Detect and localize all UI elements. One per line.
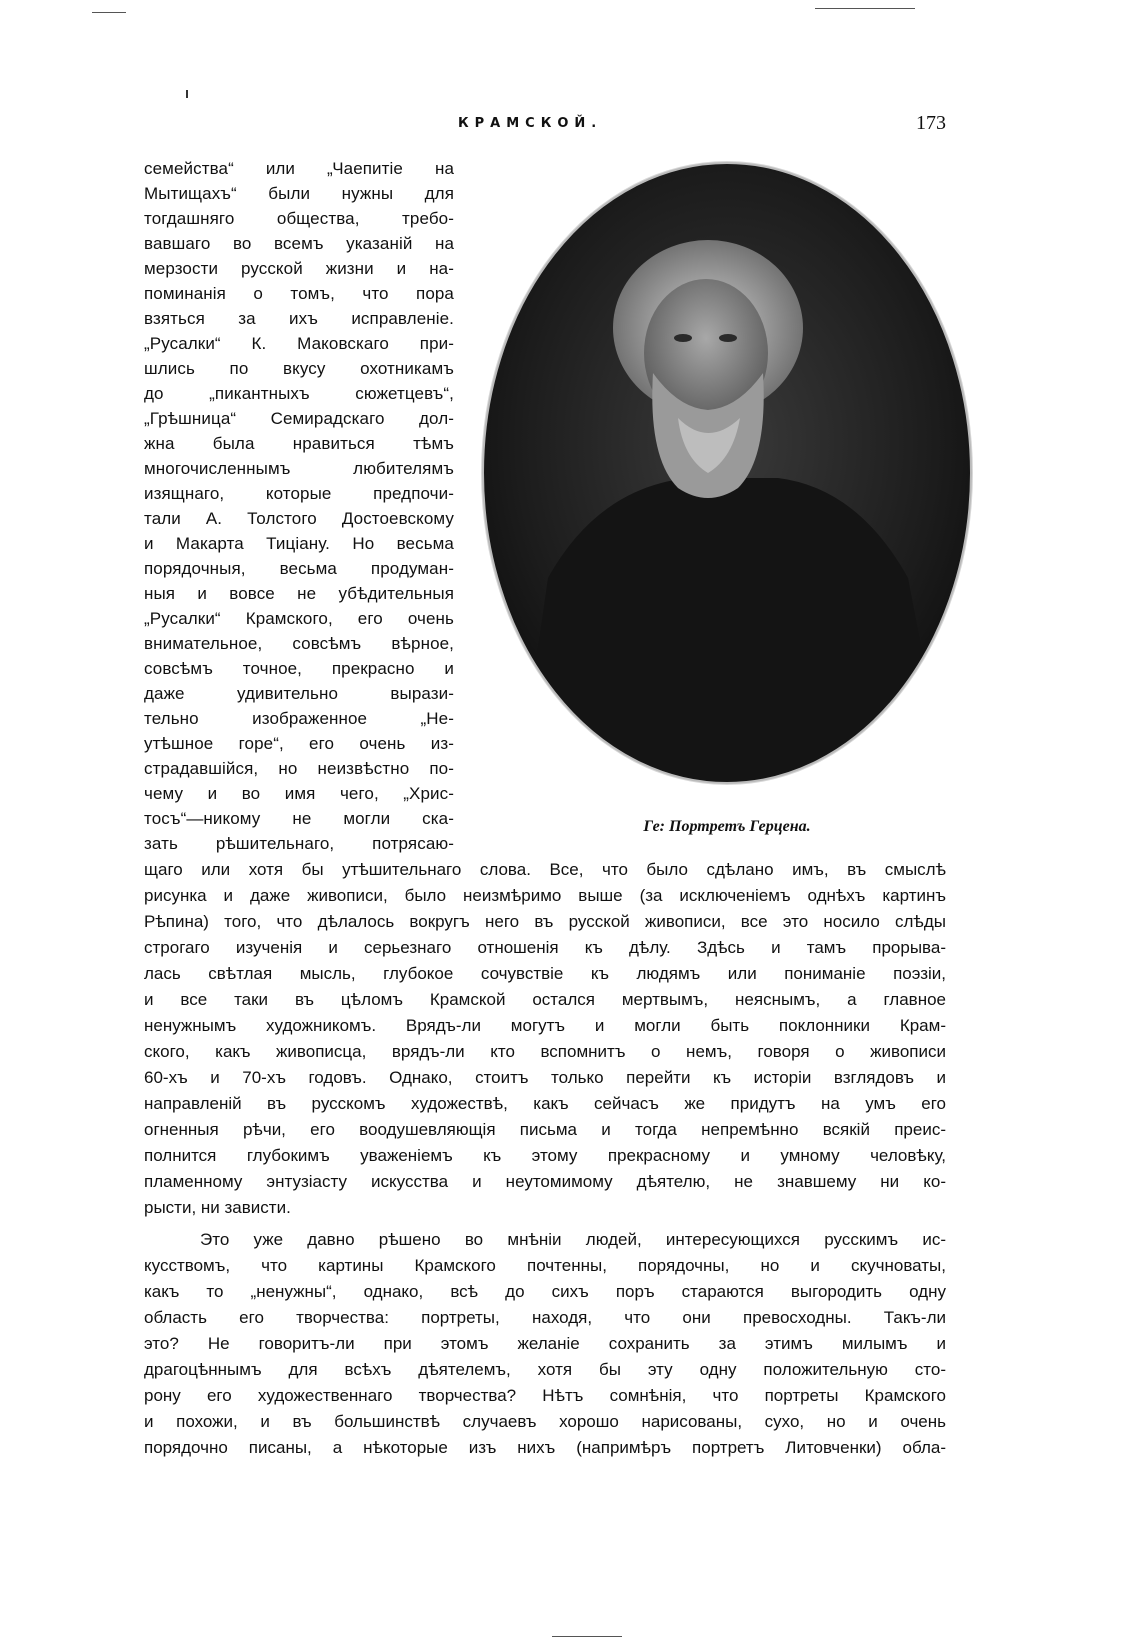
column-line: тогдашняго общества, требо- [144,209,454,228]
body-line: драгоцѣннымъ для всѣхъ дѣятелемъ, хотя бы эту одну положительную сто- [144,1360,946,1379]
body-line: 60-хъ и 70-хъ годовъ. Однако, стоитъ только перейти къ исторіи взглядовъ и [144,1068,946,1087]
body-line: лась свѣтлая мысль, глубокое сочувствіе къ людямъ или пониманіе поэзіи, [144,964,946,983]
column-line: мерзости русской жизни и на- [144,259,454,278]
column-line: шлись по вкусу охотникамъ [144,359,454,378]
column-line: тали А. Толстого Достоевскому [144,509,454,528]
body-line: и похожи, и въ большинствѣ случаевъ хорошо нарисованы, сухо, но и очень [144,1412,946,1431]
bottom-rule [552,1636,622,1637]
portrait-image [478,158,976,788]
body-line: порядочно писаны, а нѣкоторые изъ нихъ (напримѣръ портретъ Литовченки) обла- [144,1438,946,1457]
body-line: ненужнымъ художникомъ. Врядъ-ли могутъ и могли быть поклонники Крам- [144,1016,946,1035]
top-rule-left [92,12,126,13]
body-line: рысти, ни зависти. [144,1198,291,1217]
page-number: 173 [916,112,946,134]
body-line: Это уже давно рѣшено во мнѣніи людей, интересующихся русскимъ ис- [200,1230,946,1249]
column-line: „Русалки“ Крамского, его очень [144,609,454,628]
column-line: до „пикантныхъ сюжетцевъ“, [144,384,454,403]
column-line: взяться за ихъ исправленіе. [144,309,454,328]
column-line: зать рѣшительнаго, потрясаю- [144,834,454,853]
column-line: чему и во имя чего, „Хрис- [144,784,454,803]
column-line: Мытищахъ“ были нужны для [144,184,454,203]
column-line: и Макарта Тиціану. Но весьма [144,534,454,553]
running-head: КРАМСКОЙ. [458,116,603,131]
body-line: щаго или хотя бы утѣшительнаго слова. Все, что было сдѣлано имъ, въ смыслѣ [144,860,946,879]
body-line: область его творчества: портреты, находя, что они превосходны. Такъ-ли [144,1308,946,1327]
body-line: рону его художественнаго творчества? Нѣтъ сомнѣнія, что портреты Крамского [144,1386,946,1405]
body-line: кусствомъ, что картины Крамского почтенны, порядочны, но и скучноваты, [144,1256,946,1275]
body-line: строгаго изученія и серьезнаго отношенія къ дѣлу. Здѣсь и тамъ прорыва- [144,938,946,957]
figure-caption: Ге: Портретъ Герцена. [643,818,811,835]
portrait-figure [478,158,976,788]
column-line: страдавшійся, но неизвѣстно по- [144,759,454,778]
body-line: и все таки въ цѣломъ Крамской остался мертвымъ, неяснымъ, а главное [144,990,946,1009]
column-line: многочисленнымъ любителямъ [144,459,454,478]
body-line: ского, какъ живописца, врядъ-ли кто вспомнитъ о немъ, говоря о живописи [144,1042,946,1061]
body-line: Рѣпина) того, что дѣлалось вокругъ него въ русской живописи, все это носило слѣды [144,912,946,931]
body-line: полнится глубокимъ уваженіемъ къ этому прекрасному и умному человѣку, [144,1146,946,1165]
margin-mark [186,90,188,98]
column-line: поминанія о томъ, что пора [144,284,454,303]
body-line: направленій въ русскомъ художествѣ, какъ сейчасъ же придутъ на умъ его [144,1094,946,1113]
body-line: рисунка и даже живописи, было неизмѣримо выше (за исключеніемъ однѣхъ картинъ [144,886,946,905]
column-line: изящнаго, которые предпочи- [144,484,454,503]
column-line: совсѣмъ точное, прекрасно и [144,659,454,678]
column-line: утѣшное горе“, его очень из- [144,734,454,753]
body-line: это? Не говоритъ-ли при этомъ желаніе сохранить за этимъ милымъ и [144,1334,946,1353]
column-line: даже удивительно вырази- [144,684,454,703]
column-line: „Русалки“ К. Маковскаго при- [144,334,454,353]
column-line: тельно изображенное „Не- [144,709,454,728]
body-line: огненныя рѣчи, его воодушевляющія письма и тогда непремѣнно всякій преис- [144,1120,946,1139]
column-line: „Грѣшница“ Семирадскаго дол- [144,409,454,428]
column-line: семейства“ или „Чаепитіе на [144,159,454,178]
body-line: какъ то „ненужны“, однако, всѣ до сихъ поръ стараются выгородить одну [144,1282,946,1301]
body-line: пламенному энтузіасту искусства и неутомимому дѣятелю, не знавшему ни ко- [144,1172,946,1191]
column-line: порядочныя, весьма продуман- [144,559,454,578]
column-line: внимательное, совсѣмъ вѣрное, [144,634,454,653]
column-line: жна была нравиться тѣмъ [144,434,454,453]
top-rule-right [815,8,915,9]
column-line: ныя и вовсе не убѣдительныя [144,584,454,603]
column-line: вавшаго во всемъ указаній на [144,234,454,253]
column-line: тосъ“—никому не могли ска- [144,809,454,828]
